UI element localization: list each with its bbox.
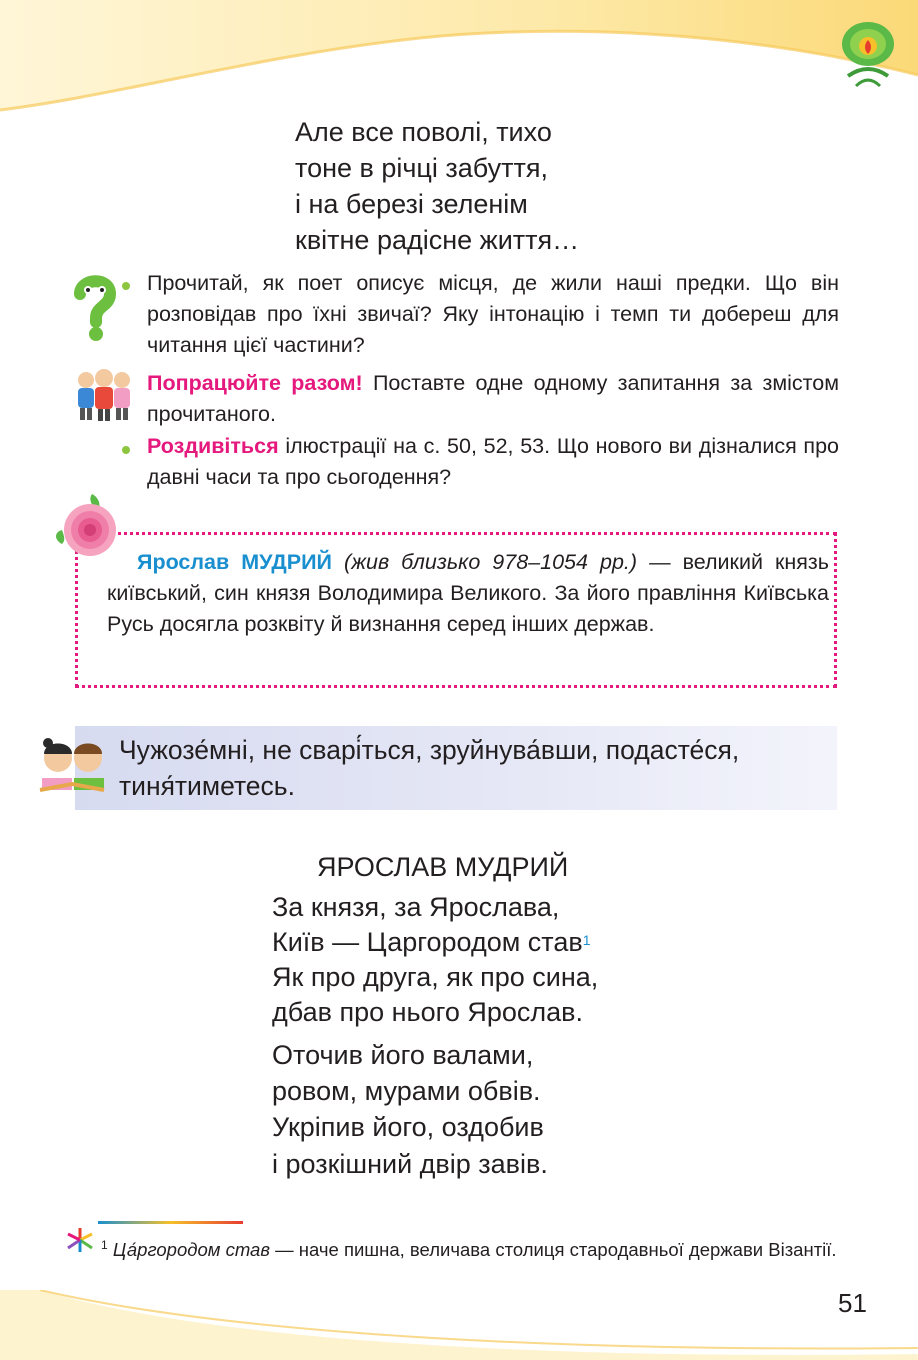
header-wave-decoration	[0, 0, 918, 120]
footnote	[73, 1233, 839, 1262]
poem-line: Оточив його валами,	[272, 1040, 534, 1070]
footnote-mark: 1	[582, 932, 591, 948]
poem-line: Як про друга, як про сина,	[272, 962, 599, 992]
bullet-icon	[122, 446, 130, 454]
group-task-label: Попрацюйте разом!	[147, 371, 363, 395]
poem-title: ЯРОСЛАВ МУДРИЙ	[317, 852, 569, 882]
group-task	[147, 368, 839, 430]
vocabulary-line: тиня́тиметесь.	[119, 771, 295, 801]
poem-line: дбав про нього Ярослав.	[272, 997, 584, 1027]
question-task: Прочитай, як поет описує місця, де жили наші предки. Що він розповідав про їхні звичаї? Яку інтонацію і темп ти добереш для читання цієї частини?	[147, 271, 839, 357]
info-dates: (жив близько 978–1054 рр.)	[344, 550, 638, 574]
poem-line: і розкішний двір завів.	[272, 1149, 548, 1179]
footnote-number: 1	[101, 1238, 108, 1252]
info-box-text	[107, 547, 829, 640]
look-task	[147, 431, 839, 493]
poem-line-text: Київ — Царгородом став	[272, 927, 583, 957]
poem-line	[272, 924, 591, 960]
footnote-definition: — наче пишна, величава столиця стародавньої держави Візантії.	[270, 1239, 837, 1261]
footnote-term: Ца́ргородом став	[112, 1239, 270, 1261]
poem-line: ровом, мурами обвів.	[272, 1076, 541, 1106]
group-task-text: Поставте одне одному запитання за змістом прочитаного.	[147, 371, 839, 426]
look-task-text: ілюстрації на с. 50, 52, 53. Що нового ви дізналися про давні часи та про сьогодення?	[147, 434, 839, 489]
vocabulary-line: Чужозе́мні, не сварі́ться, зруйнува́вши, подасте́ся,	[119, 735, 740, 765]
poem-top-line: і на березі зеленім	[295, 189, 528, 219]
poem-line: Укріпив його, оздобив	[272, 1112, 544, 1142]
info-name: Ярослав МУДРИЙ	[137, 550, 332, 574]
footer-wave-decoration	[0, 1290, 918, 1360]
page-number: 51	[838, 1288, 867, 1318]
poem-line: За князя, за Ярослава,	[272, 892, 560, 922]
poem-top-line: квітне радісне життя…	[295, 225, 580, 255]
folk-ornament-icon	[836, 14, 900, 94]
footnote-divider	[98, 1221, 243, 1225]
bullet-icon	[122, 282, 130, 290]
look-task-label: Роздивіться	[147, 434, 279, 458]
question-mark-icon	[70, 272, 120, 342]
reading-children-icon	[36, 734, 110, 796]
poem-top-line: Але все поволі, тихо	[295, 117, 552, 147]
info-text: — великий князь київський, син князя Володимира Великого. За його правління Київська Русь досягла розквіту й визнання серед інших держав.	[107, 550, 829, 636]
children-group-icon	[72, 366, 136, 422]
poem-top-line: тоне в річці забуття,	[295, 153, 549, 183]
